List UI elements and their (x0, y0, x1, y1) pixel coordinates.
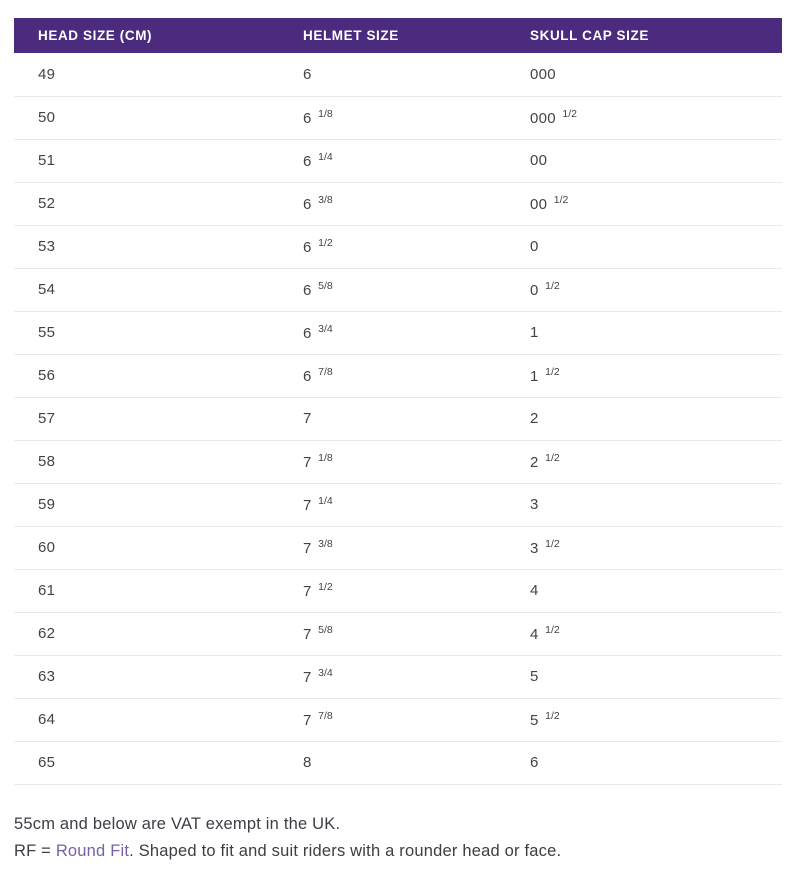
table-cell: 54 (14, 268, 279, 311)
table-cell: 5 $^{1/2}$ (506, 698, 782, 741)
table-cell: 6 $^{1/4}$ (279, 139, 506, 182)
fraction-superscript: 5/8 (318, 624, 333, 636)
table-cell: 5 (506, 655, 782, 698)
table-cell: 6 $^{3/8}$ (279, 182, 506, 225)
table-cell: 4 $^{1/2}$ (506, 612, 782, 655)
table-cell: 61 (14, 569, 279, 612)
fraction-superscript: 7/8 (318, 710, 333, 722)
fraction-superscript: 5/8 (318, 280, 333, 292)
table-cell: 6 (279, 53, 506, 96)
table-cell: 6 $^{1/2}$ (279, 225, 506, 268)
table-row (14, 268, 782, 311)
table-cell: 7 $^{3/4}$ (279, 655, 506, 698)
table-cell: 3 $^{1/2}$ (506, 526, 782, 569)
table-cell: 000 (506, 53, 782, 96)
table-cell: 62 (14, 612, 279, 655)
table-cell: 51 (14, 139, 279, 182)
table-cell: 50 (14, 96, 279, 139)
table-cell: 7 $^{5/8}$ (279, 612, 506, 655)
fraction-superscript: 7/8 (318, 366, 333, 378)
table-cell: 57 (14, 397, 279, 440)
fraction-superscript: 1/2 (545, 452, 560, 464)
table-cell: 49 (14, 53, 279, 96)
table-cell: 2 (506, 397, 782, 440)
fraction-superscript: 1/2 (545, 280, 560, 292)
table-row (14, 655, 782, 698)
fraction-superscript: 1/4 (318, 495, 333, 507)
size-chart-table-header (14, 18, 782, 53)
fraction-superscript: 1/8 (318, 108, 333, 120)
table-cell: 6 $^{5/8}$ (279, 268, 506, 311)
round-fit-prefix: RF = (14, 841, 56, 860)
table-row (14, 182, 782, 225)
fraction-superscript: 3/4 (318, 323, 333, 335)
fraction-superscript: 3/8 (318, 538, 333, 550)
header-row (14, 18, 782, 53)
fraction-superscript: 1/2 (545, 624, 560, 636)
size-chart-table (14, 18, 782, 785)
fraction-superscript: 1/2 (545, 710, 560, 722)
fraction-superscript: 1/4 (318, 151, 333, 163)
table-cell: 00 (506, 139, 782, 182)
round-fit-link[interactable]: Round Fit (55, 841, 130, 860)
fraction-superscript: 1/8 (318, 452, 333, 464)
table-cell: 58 (14, 440, 279, 483)
table-cell: 0 $^{1/2}$ (506, 268, 782, 311)
table-row (14, 483, 782, 526)
table-cell: 56 (14, 354, 279, 397)
table-cell: 7 (279, 397, 506, 440)
table-row (14, 96, 782, 139)
column-header-skull-cap-size: SKULL CAP SIZE (506, 18, 782, 53)
table-cell: 63 (14, 655, 279, 698)
table-row (14, 397, 782, 440)
size-table-body (14, 53, 782, 784)
column-header-head-size: HEAD SIZE (CM) (14, 18, 279, 53)
vat-note-text: 55cm and below are VAT exempt in the UK. (14, 814, 341, 833)
table-cell: 7 $^{1/8}$ (279, 440, 506, 483)
table-cell: 52 (14, 182, 279, 225)
table-row (14, 698, 782, 741)
fraction-superscript: 1/2 (318, 237, 333, 249)
table-cell: 7 $^{1/2}$ (279, 569, 506, 612)
table-row (14, 354, 782, 397)
table-row (14, 440, 782, 483)
fraction-superscript: 3/4 (318, 667, 333, 679)
fraction-superscript: 1/2 (318, 581, 333, 593)
table-cell: 0 (506, 225, 782, 268)
round-fit-note (14, 838, 782, 865)
table-row (14, 526, 782, 569)
table-cell: 6 $^{7/8}$ (279, 354, 506, 397)
table-cell: 60 (14, 526, 279, 569)
table-cell: 1 $^{1/2}$ (506, 354, 782, 397)
vat-note (14, 811, 782, 838)
fraction-superscript: 3/8 (318, 194, 333, 206)
table-cell: 3 (506, 483, 782, 526)
table-cell: 6 $^{1/8}$ (279, 96, 506, 139)
table-row (14, 139, 782, 182)
column-header-helmet-size: HELMET SIZE (279, 18, 506, 53)
table-cell: 6 (506, 741, 782, 784)
table-cell: 55 (14, 311, 279, 354)
table-cell: 7 $^{1/4}$ (279, 483, 506, 526)
table-cell: 64 (14, 698, 279, 741)
table-cell: 1 (506, 311, 782, 354)
table-cell: 7 $^{3/8}$ (279, 526, 506, 569)
table-row (14, 741, 782, 784)
table-cell: 2 $^{1/2}$ (506, 440, 782, 483)
table-cell: 000 $^{1/2}$ (506, 96, 782, 139)
fraction-superscript: 1/2 (545, 538, 560, 550)
table-cell: 6 $^{3/4}$ (279, 311, 506, 354)
footnotes (14, 811, 782, 865)
table-cell: 00 $^{1/2}$ (506, 182, 782, 225)
fraction-superscript: 1/2 (545, 366, 560, 378)
fraction-superscript: 1/2 (553, 194, 569, 206)
table-cell: 7 $^{7/8}$ (279, 698, 506, 741)
table-cell: 8 (279, 741, 506, 784)
round-fit-suffix: . Shaped to fit and suit riders with a rounder head or face. (129, 841, 562, 860)
table-row (14, 53, 782, 96)
table-cell: 65 (14, 741, 279, 784)
table-row (14, 612, 782, 655)
table-row (14, 225, 782, 268)
table-row (14, 569, 782, 612)
table-cell: 4 (506, 569, 782, 612)
fraction-superscript: 1/2 (562, 108, 578, 120)
table-row (14, 311, 782, 354)
table-cell: 59 (14, 483, 279, 526)
table-cell: 53 (14, 225, 279, 268)
